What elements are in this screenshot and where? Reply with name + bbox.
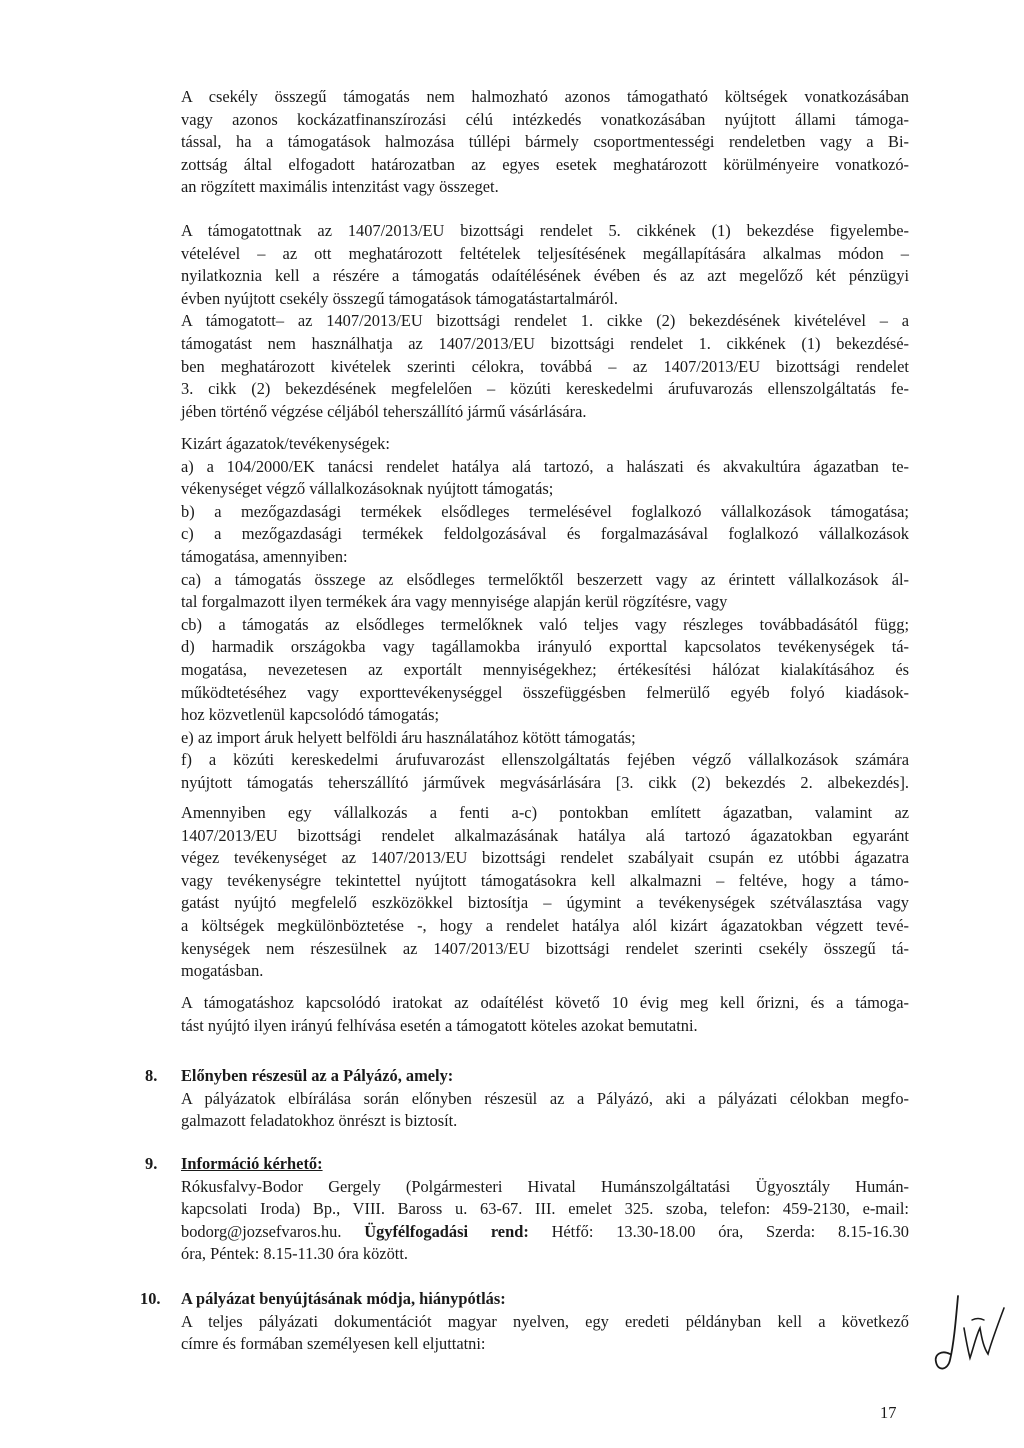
text-line: A támogatottnak az 1407/2013/EU bizottsági rendelet 5. cikkének (1) bekezdése figyelembe- bbox=[181, 221, 909, 240]
text-line: vagy azonos kockázatfinanszírozási célú intézkedés vonatkozásában nyújtott állami támoga- bbox=[181, 109, 909, 129]
list-item: b) a mezőgazdasági termékek elsődleges termelésével foglalkozó vállalkozások támogatása; bbox=[181, 501, 909, 521]
text-line: A teljes pályázati dokumentációt magyar nyelven, egy eredeti példányban kell a következő bbox=[181, 1311, 909, 1331]
text-line: gatást nyújtó megfelelő eszközökkel biztosítja – úgymint a tevékenységek szétválasztása vagy bbox=[181, 893, 909, 913]
text-line: an rögzített maximális intenzitást vagy összeget. bbox=[181, 177, 499, 197]
contact-line: óra, Péntek: 8.15-11.30 óra között. bbox=[181, 1244, 408, 1264]
text-line: ben meghatározott kivételek szerinti célokra, továbbá – az 1407/2013/EU bizottsági rendelet bbox=[181, 356, 909, 376]
paragraph-excluded-sectors bbox=[181, 433, 909, 795]
text-line: galmazott feladatokhoz önrészt is biztosít. bbox=[181, 1111, 458, 1131]
section-10 bbox=[181, 1288, 909, 1356]
list-item: támogatása, amennyiben: bbox=[181, 546, 348, 566]
text-line: 3. cikk (2) bekezdésének megfelelően – közúti kereskedelmi árufuvarozás ellenszolgáltatás fe- bbox=[181, 379, 909, 399]
text-line: címre és formában személyesen kell eljuttatni: bbox=[181, 1334, 486, 1354]
list-item: f) a közúti kereskedelmi árufuvarozást ellenszolgáltatás fejében végző vállalkozások számára bbox=[181, 750, 909, 770]
list-item: a) a 104/2000/EK tanácsi rendelet hatálya alá tartozó, a halászati és akvakultúra ágazatban te- bbox=[181, 456, 909, 476]
contact-line: Rókusfalvy-Bodor Gergely (Polgármesteri Hivatal Humánszolgáltatási Ügyosztály Humán- bbox=[181, 1176, 909, 1196]
text-line: 1407/2013/EU bizottsági rendelet alkalmazásának hatálya alá tartozó ágazatokban egyaránt bbox=[181, 825, 909, 845]
excluded-heading: Kizárt ágazatok/tevékenységek: bbox=[181, 434, 390, 453]
contact-line: kapcsolati Iroda) Bp., VIII. Baross u. 63-67. III. emelet 325. szoba, telefon: 459-2130, e-mail: bbox=[181, 1199, 909, 1219]
contact-line-hours bbox=[181, 1221, 909, 1244]
list-item: e) az import áruk helyett belföldi áru használatához kötött támogatás; bbox=[181, 727, 636, 747]
section-8-number: 8. bbox=[145, 1066, 158, 1085]
page-number: 17 bbox=[880, 1403, 897, 1422]
paragraph-mixed-activity bbox=[181, 802, 909, 983]
text-line: zottság által elfogadott határozatban az egyes esetek meghatározott körülményeire vonatkozó- bbox=[181, 154, 909, 174]
section-9 bbox=[181, 1153, 909, 1266]
text-line: kenységek nem részesülnek az 1407/2013/EU bizottsági rendelet szerinti csekély összegű tá- bbox=[181, 938, 909, 958]
list-item: ca) a támogatás összege az elsődleges termelőktől beszerzett vagy az érintett vállalkozások ál- bbox=[181, 569, 909, 589]
section-10-number: 10. bbox=[140, 1289, 161, 1308]
paragraph-documents-retention bbox=[181, 992, 909, 1037]
list-item: tal forgalmazott ilyen termékek ára vagy mennyisége alapján kerül rögzítésre, vagy bbox=[181, 592, 728, 612]
text-line: mogatásban. bbox=[181, 961, 264, 981]
list-item: nyújtott támogatás teherszállító járművek megvásárlására [3. cikk (2) bekezdés 2. albekezdés]. bbox=[181, 772, 909, 792]
email-link[interactable]: bodorg@jozsefvaros.hu. bbox=[181, 1221, 342, 1241]
list-item: c) a mezőgazdasági termékek feldolgozásával és forgalmazásával foglalkozó vállalkozások bbox=[181, 524, 909, 544]
list-item: működtetéséhez vagy exporttevékenységgel összefüggésben felmerülő egyéb folyó kiadások- bbox=[181, 682, 909, 702]
text-line: vagy tevékenységre tekintettel nyújtott támogatásokra kell alkalmazni – feltéve, hogy a támo- bbox=[181, 870, 909, 890]
list-item: cb) a támogatás az elsődleges termelőknek való teljes vagy részleges továbbadásától függ; bbox=[181, 614, 909, 634]
section-9-title: Információ kérhető: bbox=[181, 1154, 323, 1173]
text-line: A támogatáshoz kapcsolódó iratokat az odaítélést követő 10 évig meg kell őrizni, és a támoga- bbox=[181, 993, 909, 1012]
text-line: nyilatkoznia kell a részére a támogatás odaítélésének évében és az azt megelőző két pénzügyi bbox=[181, 266, 909, 286]
text-line: évben nyújtott csekély összegű támogatások támogatástartalmáról. bbox=[181, 288, 618, 308]
section-8-title: Előnyben részesül az a Pályázó, amely: bbox=[181, 1066, 454, 1085]
section-10-title: A pályázat benyújtásának módja, hiánypótlás: bbox=[181, 1289, 506, 1308]
paragraph-cumulation bbox=[181, 86, 909, 199]
list-item: mogatása, nevezetesen az exportált mennyiségekhez; értékesítési hálózat kialakításához és bbox=[181, 659, 909, 679]
office-hours: Hétfő: 13.30-18.00 óra, Szerda: 8.15-16.30 bbox=[551, 1221, 909, 1241]
text-line: A csekély összegű támogatás nem halmozható azonos támogatható költségek vonatkozásában bbox=[181, 87, 909, 106]
office-hours-label: Ügyfélfogadási rend: bbox=[364, 1221, 529, 1241]
text-line: tást nyújtó ilyen irányú felhívása esetén a támogatott köteles azokat bemutatni. bbox=[181, 1015, 698, 1035]
list-item: d) harmadik országokba vagy tagállamokba irányuló exporttal kapcsolatos tevékenységek tá- bbox=[181, 637, 909, 657]
section-9-number: 9. bbox=[145, 1154, 158, 1173]
section-8 bbox=[181, 1065, 909, 1133]
text-line: A támogatott– az 1407/2013/EU bizottsági rendelet 1. cikke (2) bekezdésének kivételével – a bbox=[181, 311, 909, 331]
text-line: támogatást nem használhatja az 1407/2013/EU bizottsági rendelet 1. cikkének (1) bekezdésé- bbox=[181, 333, 909, 353]
text-line: jében történő végzése céljából teherszállító jármű vásárlására. bbox=[181, 401, 587, 421]
text-line: Amennyiben egy vállalkozás a fenti a-c) pontokban említett ágazatban, valamint az bbox=[181, 803, 909, 822]
text-line: vételével – az ott meghatározott feltételek teljesítésének megállapítására alkalmas módon – bbox=[181, 243, 909, 263]
list-item: vékenységet végző vállalkozásoknak nyújtott támogatás; bbox=[181, 479, 554, 499]
paragraph-declaration bbox=[181, 220, 909, 423]
text-line: tással, ha a támogatások halmozása túllépi bármely csoportmentességi rendeletben vagy a Bi- bbox=[181, 132, 909, 152]
text-line: a költségek megkülönböztetése -, hogy a rendelet hatálya alól kizárt ágazatokban végzett tevé- bbox=[181, 915, 909, 935]
text-line: végez tevékenységet az 1407/2013/EU bizottsági rendelet szabályait csupán ez utóbbi ágazatra bbox=[181, 848, 909, 868]
list-item: hoz közvetlenül kapcsolódó támogatás; bbox=[181, 705, 440, 725]
text-line: A pályázatok elbírálása során előnyben részesül az a Pályázó, aki a pályázati célokban megfo- bbox=[181, 1088, 909, 1108]
handwritten-initials bbox=[928, 1288, 1008, 1378]
